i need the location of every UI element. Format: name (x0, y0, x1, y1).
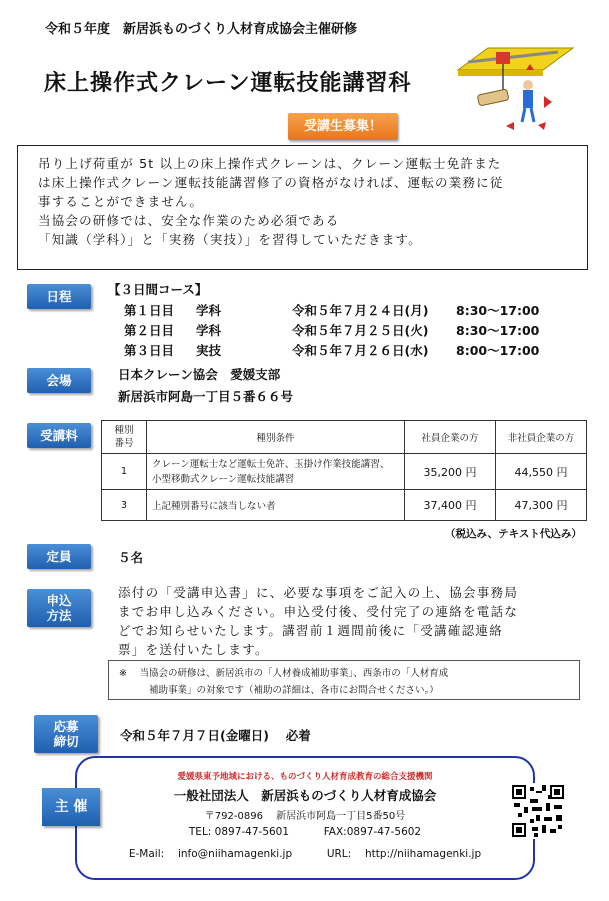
schedule-label: 日程 (27, 284, 91, 309)
fee-nonmember: 47,300 円 (496, 490, 587, 521)
schedule-day: 第３日目 (124, 343, 175, 358)
sponsor-label: 主 催 (42, 788, 100, 826)
organizer-name: 一般社団法人 新居浜ものづくり人材育成協会 (173, 788, 437, 803)
application-line: どでお知らせいたします。講習前１週間前後に「受講確認連絡 (118, 623, 504, 638)
schedule-date: 令和５年７月２４日(月) (292, 303, 429, 318)
organizer-contact-line (75, 846, 535, 861)
deadline-label (34, 715, 98, 753)
page-title: 床上操作式クレーン運転技能講習科 (44, 71, 412, 96)
schedule-type: 学科 (196, 303, 222, 318)
fee-condition-line: クレーン運転士など運転士免許、玉掛け作業技能講習、 (152, 458, 390, 470)
table-header: 社員企業の方 (405, 421, 496, 454)
table-header: 非社員企業の方 (496, 421, 587, 454)
qr-code (510, 783, 566, 839)
table-header: 種別条件 (147, 421, 405, 454)
application-line: 票」を送付いたします。 (118, 642, 269, 657)
fee-condition (147, 454, 405, 490)
fee-type-number: 1 (102, 454, 147, 490)
subsidy-note (108, 660, 580, 700)
schedule-day: 第２日目 (124, 323, 175, 338)
schedule-date: 令和５年７月２５日(火) (292, 323, 429, 338)
intro-box (17, 145, 588, 270)
application-line: までお申し込みください。申込受付後、受付完了の連絡を電話な (118, 604, 519, 619)
schedule-date: 令和５年７月２６日(水) (292, 343, 429, 358)
recruit-badge: 受講生募集！ (288, 113, 398, 140)
fee-note: （税込み、テキスト代込み） (445, 528, 582, 540)
fee-table (101, 420, 587, 521)
organizer-fax: FAX:0897-47-5602 (323, 826, 422, 838)
venue-name: 日本クレーン協会 愛媛支部 (118, 367, 281, 382)
schedule-time: 8:30～17:00 (456, 303, 540, 318)
schedule-row (124, 341, 539, 359)
fee-nonmember: 44,550 円 (496, 454, 587, 490)
course-subtitle: 令和５年度 新居浜ものづくり人材育成協会主催研修 (45, 22, 358, 37)
subsidy-note-line: 補助事業」の対象です（補助の詳細は、各市にお問合せください。） (149, 685, 439, 696)
application-label (27, 589, 91, 627)
schedule-time: 8:00～17:00 (456, 343, 540, 358)
deadline-label-line: 締切 (53, 734, 79, 749)
deadline-value: 令和５年７月７日(金曜日) 必着 (120, 728, 311, 743)
fee-condition: 上記種別番号に該当しない者 (147, 490, 405, 521)
schedule-type: 実技 (196, 343, 222, 358)
organizer-address: 〒792-0896 新居浜市阿島一丁目5番50号 (204, 811, 406, 822)
capacity-label: 定員 (27, 544, 91, 569)
organizer-tel: TEL: 0897-47-5601 (188, 826, 290, 838)
organizer-phone-line (75, 826, 535, 838)
schedule-row (124, 301, 539, 319)
schedule-time: 8:30～17:00 (456, 323, 540, 338)
organizer-email[interactable]: E-Mail: info@niihamagenki.jp (128, 848, 293, 860)
course-name: 【３日間コース】 (108, 282, 208, 297)
intro-line: 事することができません。 (38, 194, 204, 209)
table-row (102, 490, 587, 521)
intro-line: は床上操作式クレーン運転技能講習修了の資格がなければ、運転の業務に従 (38, 175, 504, 190)
application-line: 添付の「受講申込書」に、必要な事項をご記入の上、協会事務局 (118, 585, 519, 600)
schedule-row (124, 321, 539, 339)
schedule-type: 学科 (196, 323, 222, 338)
capacity-value: ５名 (118, 550, 144, 565)
schedule-day: 第１日目 (124, 303, 175, 318)
intro-line: 吊り上げ荷重が 5t 以上の床上操作式クレーンは、クレーン運転士免許また (38, 156, 502, 171)
application-text (118, 583, 588, 659)
crane-illustration (448, 30, 583, 135)
venue-address: 新居浜市阿島一丁目５番６６号 (118, 389, 294, 404)
venue-label: 会場 (27, 368, 91, 393)
subsidy-note-line: ※ 当協会の研修は、新居浜市の「人材養成補助事業」、西条市の「人材育成 (119, 668, 449, 679)
intro-line: 「知識（学科）」と「実務（実技）」を習得していただきます。 (38, 232, 422, 247)
table-header: 種別 番号 (102, 421, 147, 454)
fee-member: 35,200 円 (405, 454, 496, 490)
table-header-row (102, 421, 587, 454)
organizer-tagline: 愛媛県東予地域における、ものづくり人材育成教育の総合支援機関 (177, 772, 433, 782)
organizer-url[interactable]: URL: http://niihamagenki.jp (326, 848, 482, 860)
application-label-line: 方法 (46, 608, 72, 623)
fee-member: 37,400 円 (405, 490, 496, 521)
table-row (102, 454, 587, 490)
fee-condition-line: 小型移動式クレーン運転技能講習 (152, 473, 295, 485)
intro-line: 当協会の研修では、安全な作業のため必須である (38, 213, 340, 228)
deadline-label-line: 応募 (53, 719, 79, 734)
application-label-line: 申込 (46, 593, 72, 608)
fee-type-number: 3 (102, 490, 147, 521)
fee-label: 受講料 (27, 423, 91, 448)
